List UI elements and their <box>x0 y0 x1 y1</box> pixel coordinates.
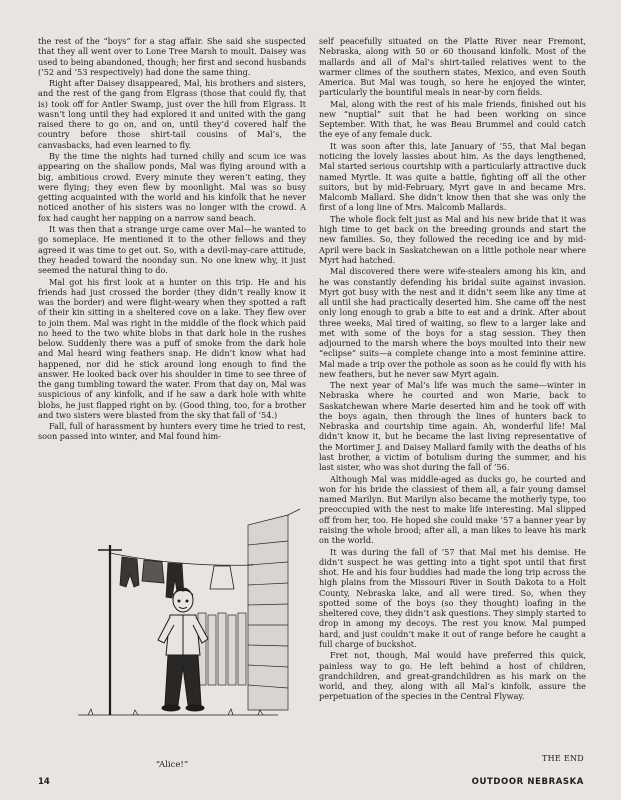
article-left-column <box>38 36 306 443</box>
paragraph: the rest of the “boys” for a stag affair. She said she suspected that they all went over to Lone Tree Marsh to moult. Daisey was used to being abandoned, though; her first and second husbands (’52 and ’53 respectively) had done the same thing. <box>38 36 306 77</box>
cartoon-illustration <box>38 505 306 790</box>
cartoon-caption: “Alice!” <box>155 760 189 770</box>
paragraph: It was soon after this, late January of ’55, that Mal began noticing the lovely lassies about him. As the days lengthened, Mal started serious courtship with a particularly attractive duck named Myrtle. It was quite a battle, fighting off all the other suitors, but by mid-February, Myrt gave in and became Mrs. Malcomb Mallard. She didn’t know then that she was only the first of a long line of Mrs. Malcomb Mallards. <box>319 140 586 213</box>
paragraph: Mal, along with the rest of his male friends, finished out his new “nuptial” suit that he had been working on since September. With that, he was Beau Brummel and could catch the eye of any female duck. <box>319 98 586 140</box>
paragraph: It was during the fall of ’57 that Mal met his demise. He didn’t suspect he was getting into a tight spot until that first shot. He and his four buddies had made the long trip across the high plains from the Missouri River in South Dakota to a Holt County, Nebraska lake, and all were tired. So, when they spotted some of the boys (so they thought) loafing in the sheltered cove, they didn’t ask questions. They simply started to drop in among my decoys. The rest you know. Mal pumped hard, and just couldn’t make it out of range before he caught a full charge of buckshot. <box>319 546 586 649</box>
paragraph: Right after Daisey disappeared, Mal, his brothers and sisters, and the rest of the gang from Elgrass (those that could fly, that is) took off for Antler Swamp, just over the hill from Elgrass. It wasn’t long until they had explored it and united with the gang raised there to go on, and on, until they’d covered half the country before those shirt-tail cousins of Mal’s, the canvasbacks, had even learned to fly. <box>38 78 306 150</box>
cartoon-drawing <box>38 505 306 755</box>
paragraph: Fall, full of harassment by hunters every time he tried to rest, soon passed into winter, and Mal found him- <box>38 421 306 442</box>
paragraph: Mal discovered there were wife-stealers among his kin, and he was constantly defending his bridal suite against invasion. Myrt got busy with the nest and it didn’t seem like any time at all until she had practically deserted him. She came off the nest only long enough to grab a bite to eat and a drink. After about three weeks, Mal tired of waiting, so flew to a larger lake and met with some of the boys for a stag session. They then adjourned to the marsh where the boys moulted into their new “eclipse” suits—a complete change into a most feminine attire. Mal made a trip over the pothole as soon as he could fly with his new feathers, but he never saw Myrt again. <box>319 266 586 379</box>
paragraph: Mal got his first look at a hunter on this trip. He and his friends had just crossed the border (they didn’t really know it was the border) and were flight-weary when they spotted a raft of their kin sitting in a sheltered cove on a lake. They flew over to join them. Mal was right in the middle of the flock which paid no heed to the two white blobs in that dark hole in the rushes below. Suddenly there was a puff of smoke from the dark hole and Mal heard wing feathers snap. He didn’t know what had happened, nor did he stick around long enough to find the answer. He looked back over his shoulder in time to see three of the gang tumbling toward the water. From that day on, Mal was suspicious of any kinfolk, and if he saw a dark hole with white blobs, he just flapped right on by. (Good thing, too, for a brother and two sisters were blasted from the sky that fall of ’54.) <box>38 276 306 420</box>
article-right-column <box>319 36 586 703</box>
paragraph: Fret not, though, Mal would have preferred this quick, painless way to go. He left behind a host of children, grandchildren, and great-grandchildren as his mark on the world, and they, along with all Mal’s kinfolk, assure the perpetuation of the species in the Central Flyway. <box>319 650 586 702</box>
paragraph: The whole flock felt just as Mal and his new bride that it was high time to get back on the breeding grounds and start the new families. So, they followed the receding ice and by mid-April were back in Saskatchewan on a little pothole near where Myrt had hatched. <box>319 213 586 265</box>
paragraph: Although Mal was middle-aged as ducks go, he courted and won for his bride the classiest of them all, a fair young damsel named Marilyn. But Marilyn also became the motherly type, too preoccupied with the nest to make life interesting. Mal slipped off from her, too. He hoped she could make ’57 a banner year by raising the whole brood; after all, a man likes to leave his mark on the world. <box>319 473 586 546</box>
paragraph: The next year of Mal’s life was much the same—winter in Nebraska where he courted and won Marie, back to Saskatchewan where Marie deserted him and he took off with the boys again, then through the lines of hunters back to Nebraska and courtship time again. Ah, wonderful life! Mal didn’t know it, but he became the last living representative of the Mortimer J. and Daisey Mallard family with the deaths of his last brother, a victim of botulism during the summer, and his last sister, who was shot during the fall of ’56. <box>319 380 586 473</box>
the-end-marker: THE END <box>541 754 584 763</box>
paragraph: It was then that a strange urge came over Mal—he wanted to go someplace. He mentioned it to the other fellows and they agreed it was time to get out. So, with a devil-may-care attitude, they headed toward the noonday sun. No one knew why, it just seemed the natural thing to do. <box>38 224 306 276</box>
paragraph: self peacefully situated on the Platte River near Fremont, Nebraska, along with 50 or 60 thousand kinfolk. Most of the mallards and all of Mal’s shirt-tailed relatives went to the warmer climes of the southern states, Mexico, and even South America. But Mal was tough, so here he enjoyed the winter, particularly the bountiful meals in near-by corn fields. <box>319 36 586 98</box>
paragraph: By the time the nights had turned chilly and scum ice was appearing on the shallow ponds, Mal was flying around with a big, ambitious crowd. Every minute they weren’t eating, they were flying; they even flew by moonlight. Mal was so busy getting acquainted with the world and his kinfolk that he never noticed another of his sisters was no longer with the crowd. A fox had caught her napping on a narrow sand beach. <box>38 151 306 223</box>
magazine-title: OUTDOOR NEBRASKA <box>471 777 584 787</box>
page-number: 14 <box>38 777 50 787</box>
